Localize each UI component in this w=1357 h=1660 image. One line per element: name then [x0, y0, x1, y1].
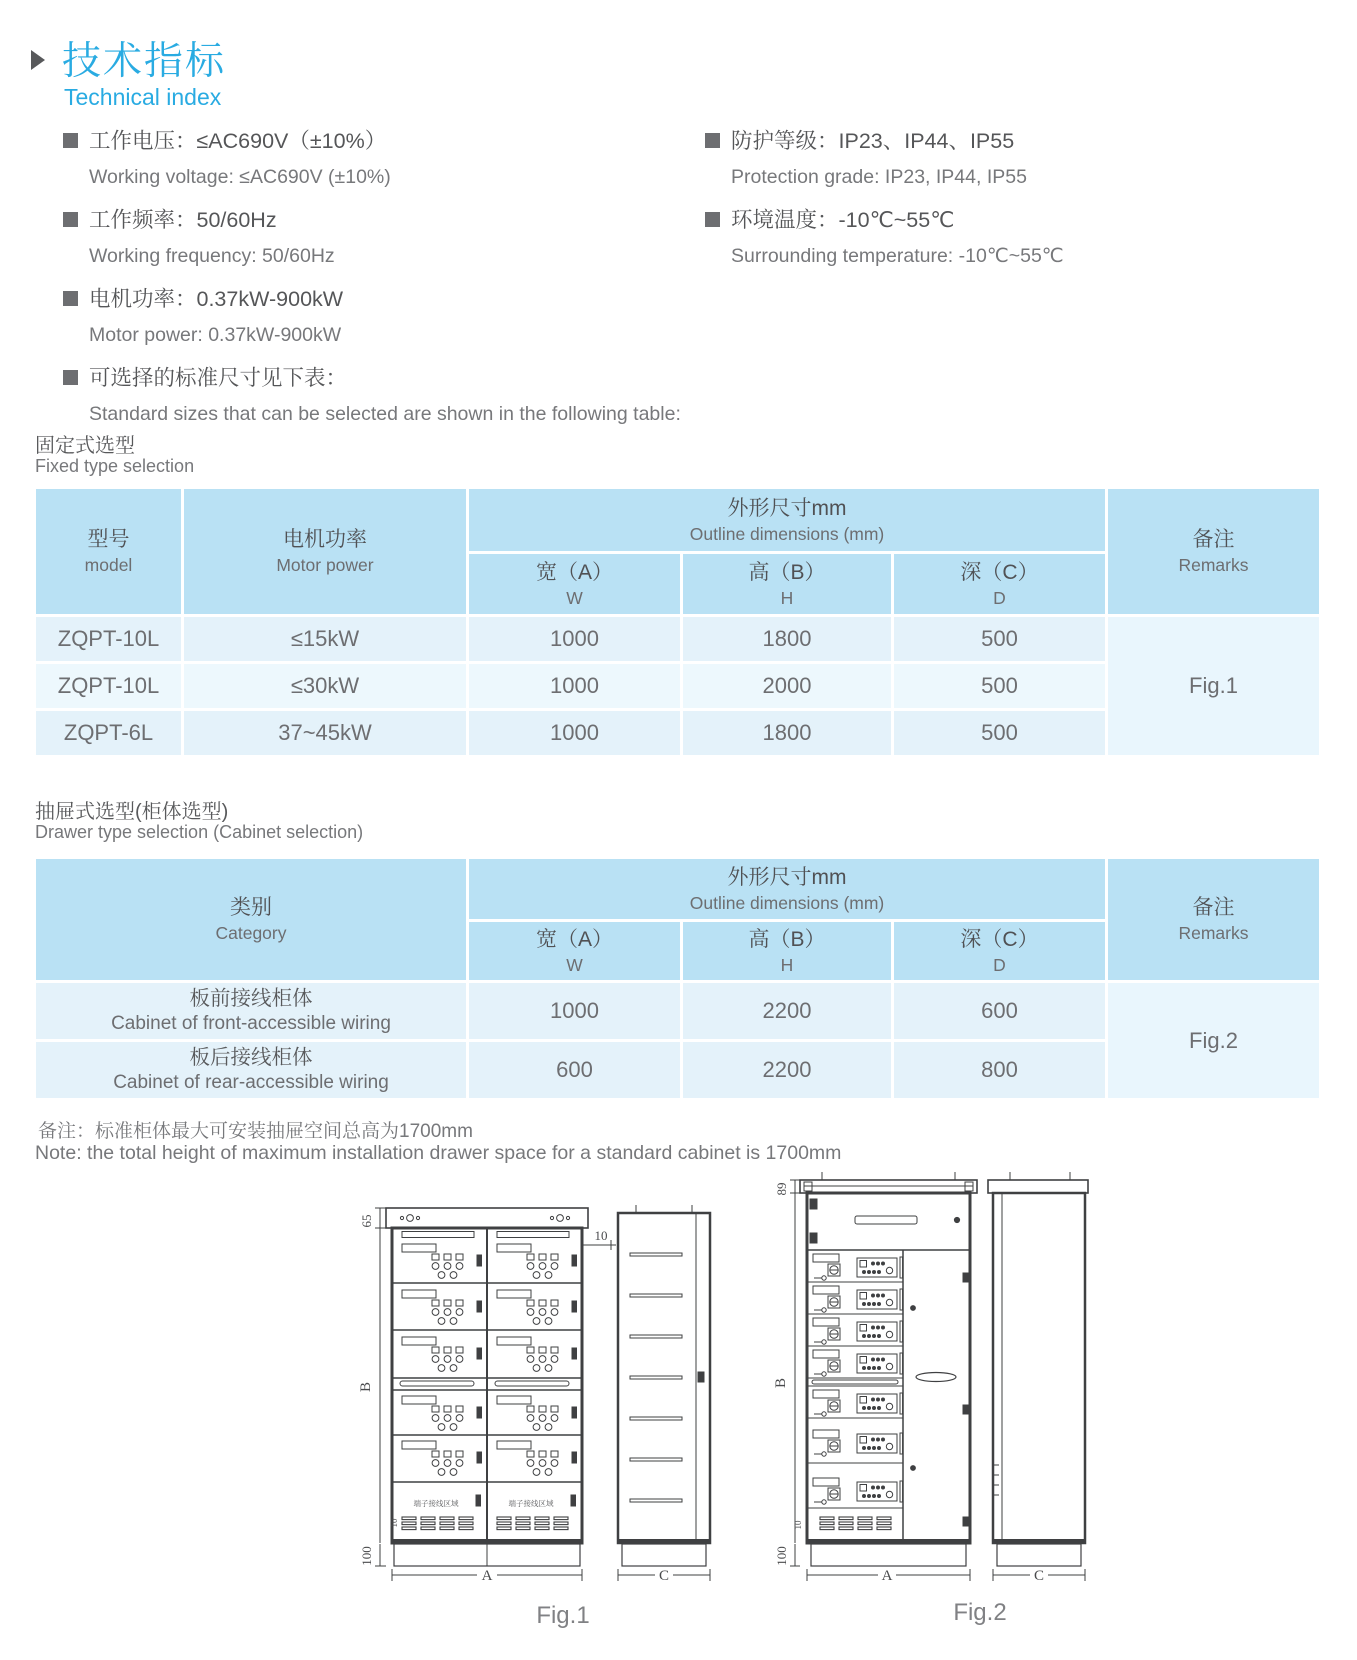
width-cell: 1000	[469, 711, 680, 755]
spec-text-zh: 环境温度：-10℃~55℃	[731, 208, 955, 232]
model-cell: ZQPT-10L	[36, 617, 181, 661]
depth-cell: 600	[894, 983, 1105, 1039]
square-bullet-icon	[705, 212, 720, 227]
depth-cell: 500	[894, 711, 1105, 755]
table-row	[36, 617, 1319, 661]
width-cell: 1000	[469, 664, 680, 708]
height-cell: 1800	[683, 711, 891, 755]
power-cell: ≤15kW	[184, 617, 466, 661]
col-header-outline: 外形尺寸mm Outline dimensions (mm)	[469, 859, 1105, 919]
spec-text-zh: 工作频率：50/60Hz	[89, 208, 277, 232]
fig1-dim-small: 10	[389, 1518, 399, 1528]
square-bullet-icon	[705, 133, 720, 148]
table-row	[36, 983, 1319, 1039]
col-header-depth: 深（C） D	[894, 922, 1105, 980]
spec-text-en: Working frequency: 50/60Hz	[89, 245, 335, 267]
col-header-category: 类别 Category	[36, 859, 466, 980]
depth-cell: 500	[894, 617, 1105, 661]
depth-cell: 800	[894, 1042, 1105, 1098]
col-header-remarks: 备注 Remarks	[1108, 859, 1319, 980]
fig2-dim-bottom: 100	[774, 1546, 789, 1566]
fig1-front-view	[386, 1208, 588, 1566]
square-bullet-icon	[63, 370, 78, 385]
cabinet-drawings	[330, 1165, 1120, 1645]
fig2-front-view	[800, 1172, 977, 1566]
fig1-caption: Fig.1	[536, 1602, 590, 1629]
page-subtitle: Technical index	[64, 84, 222, 110]
col-header-height: 高（B） H	[683, 554, 891, 614]
power-cell: ≤30kW	[184, 664, 466, 708]
spec-item	[705, 206, 1345, 234]
fig1-dim-width: A	[481, 1568, 493, 1584]
spec-item	[63, 285, 703, 313]
fig1-dim-top-right: 10	[594, 1228, 608, 1243]
col-header-model: 型号 model	[36, 489, 181, 614]
spec-item	[63, 127, 703, 155]
square-bullet-icon	[63, 212, 78, 227]
drawer-type-table	[33, 856, 1322, 1101]
figures-area	[330, 1165, 1120, 1645]
model-cell: ZQPT-10L	[36, 664, 181, 708]
remarks-cell: Fig.1	[1108, 617, 1319, 755]
title-arrow-icon	[31, 50, 45, 70]
fig2-drawing	[773, 1172, 1088, 1626]
height-cell: 2200	[683, 983, 891, 1039]
fixed-type-table	[33, 486, 1322, 758]
drawer-section-title-en: Drawer type selection (Cabinet selection)	[35, 822, 364, 842]
spec-item	[705, 127, 1345, 155]
spec-list-right	[705, 127, 1345, 285]
terminal-area-label: 端子接线区域	[508, 1499, 554, 1508]
height-cell: 2200	[683, 1042, 891, 1098]
col-header-height: 高（B） H	[683, 922, 891, 980]
fig2-dim-depth: C	[1033, 1568, 1045, 1584]
spec-text-en: Protection grade: IP23, IP44, IP55	[731, 166, 1027, 188]
category-cell: 板前接线柜体 Cabinet of front-accessible wiring	[36, 983, 466, 1039]
width-cell: 1000	[469, 983, 680, 1039]
spec-text-en: Motor power: 0.37kW-900kW	[89, 324, 342, 346]
fig2-caption: Fig.2	[953, 1599, 1007, 1626]
fig2-dim-height: B	[773, 1377, 789, 1389]
fig2-dim-width: A	[881, 1568, 893, 1584]
square-bullet-icon	[63, 291, 78, 306]
depth-cell: 500	[894, 664, 1105, 708]
spec-text-en: Surrounding temperature: -10℃~55℃	[731, 245, 1064, 267]
drawer-section-title-zh: 抽屉式选型(柜体选型)	[35, 801, 229, 823]
category-cell: 板后接线柜体 Cabinet of rear-accessible wiring	[36, 1042, 466, 1098]
fig1-dim-height: B	[358, 1381, 374, 1393]
col-header-outline: 外形尺寸mm Outline dimensions (mm)	[469, 489, 1105, 551]
col-header-depth: 深（C） D	[894, 554, 1105, 614]
fig1-drawing	[358, 1205, 710, 1629]
model-cell: ZQPT-6L	[36, 711, 181, 755]
power-cell: 37~45kW	[184, 711, 466, 755]
col-header-power: 电机功率 Motor power	[184, 489, 466, 614]
fig2-dim-small: 10	[793, 1520, 803, 1530]
fixed-section-title-zh: 固定式选型	[35, 435, 135, 457]
page-title: 技术指标	[62, 40, 227, 83]
sizes-note-en: Standard sizes that can be selected are shown in the following table:	[89, 403, 681, 425]
fig2-dim-top: 89	[774, 1182, 789, 1196]
spec-text-zh: 工作电压：≤AC690V（±10%）	[89, 129, 387, 153]
spec-text-zh: 防护等级：IP23、IP44、IP55	[731, 129, 1015, 153]
spec-list-left	[63, 127, 703, 443]
spec-item	[63, 364, 703, 392]
sizes-note-zh: 可选择的标准尺寸见下表：	[89, 366, 348, 390]
col-header-width: 宽（A） W	[469, 554, 680, 614]
table-note-zh: 备注：标准柜体最大可安装抽屉空间总高为1700mm	[38, 1121, 473, 1142]
fig1-dim-bottom: 100	[359, 1546, 374, 1566]
spec-text-zh: 电机功率：0.37kW-900kW	[89, 287, 344, 311]
spec-item	[63, 206, 703, 234]
fixed-section-title-en: Fixed type selection	[35, 456, 195, 476]
square-bullet-icon	[63, 133, 78, 148]
table-note-en: Note: the total height of maximum installation drawer space for a standard cabinet is 1700mm	[35, 1142, 842, 1164]
width-cell: 1000	[469, 617, 680, 661]
spec-text-en: Working voltage: ≤AC690V (±10%)	[89, 166, 391, 188]
remarks-cell: Fig.2	[1108, 983, 1319, 1098]
height-cell: 1800	[683, 617, 891, 661]
fig1-side-view	[618, 1205, 710, 1566]
col-header-remarks: 备注 Remarks	[1108, 489, 1319, 614]
width-cell: 600	[469, 1042, 680, 1098]
fig1-dim-depth: C	[658, 1568, 670, 1584]
fig2-side-view	[988, 1172, 1088, 1566]
col-header-width: 宽（A） W	[469, 922, 680, 980]
terminal-area-label: 端子接线区域	[413, 1499, 459, 1508]
height-cell: 2000	[683, 664, 891, 708]
fig1-dim-top: 65	[359, 1214, 374, 1228]
